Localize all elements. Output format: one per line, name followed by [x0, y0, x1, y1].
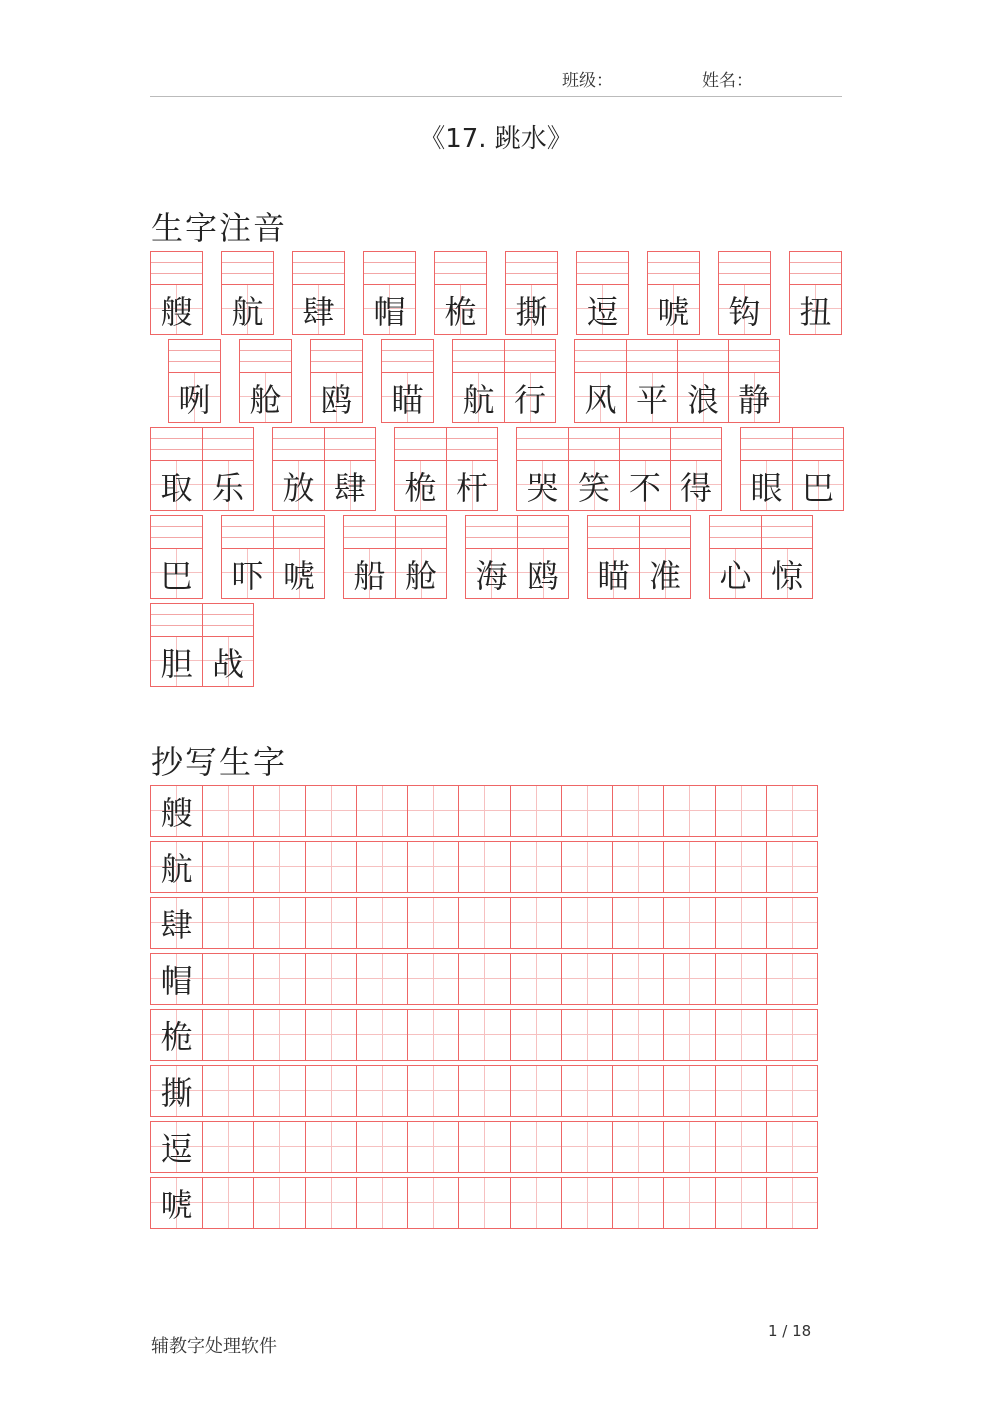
hanzi-box: 战	[203, 637, 253, 686]
copy-model-cell	[151, 1010, 202, 1060]
hanzi-box: 鸥	[311, 373, 362, 422]
zhuyin-cell	[790, 252, 841, 334]
pinyin-box[interactable]	[640, 516, 690, 549]
zhuyin-cell	[435, 252, 486, 334]
zhuyin-cell	[202, 428, 253, 510]
hanzi-box: 咧	[169, 373, 220, 422]
copy-practice-cell[interactable]	[458, 1010, 509, 1060]
pinyin-box[interactable]	[575, 340, 626, 373]
zhuyin-group	[150, 251, 203, 335]
hanzi-box: 扭	[790, 285, 841, 334]
copy-practice-cell[interactable]	[202, 842, 253, 892]
copy-practice-cell[interactable]	[510, 1010, 561, 1060]
copy-model-cell	[151, 1178, 202, 1228]
copy-practice-cell[interactable]	[458, 954, 509, 1004]
copy-practice-cell[interactable]	[612, 1122, 663, 1172]
copy-practice-cell[interactable]	[305, 786, 356, 836]
copy-practice-cell[interactable]	[407, 898, 458, 948]
copy-practice-cell[interactable]	[407, 1122, 458, 1172]
zhuyin-group	[647, 251, 700, 335]
hanzi-box: 巴	[151, 549, 202, 598]
copy-practice-cell[interactable]	[663, 954, 714, 1004]
copy-practice-cell[interactable]	[253, 1010, 304, 1060]
copy-practice-cell[interactable]	[612, 954, 663, 1004]
zhuyin-cell	[311, 340, 362, 422]
zhuyin-group	[221, 251, 274, 335]
zhuyin-cell	[453, 340, 504, 422]
copy-row	[150, 953, 818, 1005]
zhuyin-cell	[466, 516, 517, 598]
copy-practice-cell[interactable]	[253, 842, 304, 892]
zhuyin-group	[789, 251, 842, 335]
hanzi-box: 瞄	[382, 373, 433, 422]
footer-software: 辅教字处理软件	[151, 1336, 277, 1357]
copy-practice-cell[interactable]	[305, 1178, 356, 1228]
zhuyin-cell	[710, 516, 761, 598]
copy-practice-cell[interactable]	[715, 786, 766, 836]
copy-practice-cell[interactable]	[356, 954, 407, 1004]
page-number: 1 / 18	[768, 1322, 812, 1340]
copy-practice-cell[interactable]	[561, 954, 612, 1004]
zhuyin-cell	[648, 252, 699, 334]
copy-practice-cell[interactable]	[510, 1066, 561, 1116]
copy-model-cell	[151, 1122, 202, 1172]
zhuyin-cell	[151, 428, 202, 510]
copy-practice-cell[interactable]	[458, 1122, 509, 1172]
hanzi-box: 撕	[506, 285, 557, 334]
copy-practice-cell[interactable]	[202, 1066, 253, 1116]
zhuyin-cell	[222, 516, 273, 598]
copy-practice-cell[interactable]	[561, 898, 612, 948]
copy-model-char: 唬	[160, 1186, 193, 1224]
hanzi-box: 不	[620, 461, 670, 510]
copy-row	[150, 897, 818, 949]
zhuyin-group	[343, 515, 447, 599]
copy-practice-cell[interactable]	[510, 786, 561, 836]
zhuyin-cell	[273, 516, 324, 598]
zhuyin-group	[150, 515, 203, 599]
copy-practice-cell[interactable]	[715, 898, 766, 948]
copy-practice-cell[interactable]	[715, 1066, 766, 1116]
zhuyin-group	[272, 427, 376, 511]
pinyin-box[interactable]	[505, 340, 555, 373]
hanzi-box: 逗	[577, 285, 628, 334]
copy-practice-cell[interactable]	[663, 1122, 714, 1172]
zhuyin-cell	[677, 340, 728, 422]
zhuyin-cell	[395, 516, 446, 598]
copy-practice-cell[interactable]	[612, 1010, 663, 1060]
zhuyin-group	[381, 339, 434, 423]
zhuyin-group	[718, 251, 771, 335]
pinyin-box[interactable]	[435, 252, 486, 285]
copy-practice-cell[interactable]	[407, 786, 458, 836]
copy-practice-cell[interactable]	[510, 898, 561, 948]
copy-practice-cell[interactable]	[663, 786, 714, 836]
pinyin-box[interactable]	[453, 340, 504, 373]
zhuyin-group	[239, 339, 292, 423]
copy-row	[150, 785, 818, 837]
zhuyin-cell	[517, 428, 568, 510]
zhuyin-cell	[151, 516, 202, 598]
copy-practice-cell[interactable]	[305, 898, 356, 948]
pinyin-box[interactable]	[466, 516, 517, 549]
zhuyin-cell	[446, 428, 497, 510]
zhuyin-cell	[639, 516, 690, 598]
hanzi-box: 行	[505, 373, 555, 422]
hanzi-box: 巴	[793, 461, 843, 510]
hanzi-box: 舱	[240, 373, 291, 422]
hanzi-box: 笑	[569, 461, 619, 510]
copy-practice-cell[interactable]	[561, 1122, 612, 1172]
copy-practice-cell[interactable]	[253, 786, 304, 836]
hanzi-box: 瞄	[588, 549, 639, 598]
hanzi-box: 得	[671, 461, 721, 510]
zhuyin-group	[452, 339, 556, 423]
copy-practice-cell[interactable]	[458, 898, 509, 948]
hanzi-box: 艘	[151, 285, 202, 334]
copy-practice-cell[interactable]	[663, 898, 714, 948]
copy-practice-cell[interactable]	[305, 1066, 356, 1116]
copy-model-char: 艘	[160, 794, 193, 832]
pinyin-box[interactable]	[671, 428, 721, 461]
zhuyin-cell	[504, 340, 555, 422]
pinyin-box[interactable]	[311, 340, 362, 373]
copy-practice-cell[interactable]	[766, 1122, 817, 1172]
pinyin-box[interactable]	[517, 428, 568, 461]
zhuyin-group	[516, 427, 722, 511]
zhuyin-group	[574, 339, 780, 423]
hanzi-box: 哭	[517, 461, 568, 510]
copy-row	[150, 1121, 818, 1173]
pinyin-box[interactable]	[151, 604, 202, 637]
copy-practice-cell[interactable]	[407, 842, 458, 892]
copy-practice-cell[interactable]	[253, 1122, 304, 1172]
copy-practice-cell[interactable]	[561, 1178, 612, 1228]
pinyin-box[interactable]	[447, 428, 497, 461]
copy-practice-cell[interactable]	[202, 898, 253, 948]
copy-practice-cell[interactable]	[458, 786, 509, 836]
zhuyin-group	[576, 251, 629, 335]
copy-practice-cell[interactable]	[356, 898, 407, 948]
zhuyin-cell	[719, 252, 770, 334]
pinyin-box[interactable]	[506, 252, 557, 285]
copy-practice-cell[interactable]	[766, 1010, 817, 1060]
pinyin-box[interactable]	[222, 516, 273, 549]
copy-practice-cell[interactable]	[305, 1010, 356, 1060]
copy-practice-cell[interactable]	[612, 1178, 663, 1228]
copy-practice-cell[interactable]	[458, 1178, 509, 1228]
zhuyin-cell	[151, 604, 202, 686]
copy-model-cell	[151, 842, 202, 892]
hanzi-box: 唬	[274, 549, 324, 598]
zhuyin-group	[168, 339, 221, 423]
zhuyin-cell	[395, 428, 446, 510]
zhuyin-cell	[670, 428, 721, 510]
copy-practice-cell[interactable]	[766, 898, 817, 948]
zhuyin-cell	[324, 428, 375, 510]
zhuyin-group	[292, 251, 345, 335]
hanzi-box: 风	[575, 373, 626, 422]
zhuyin-cell	[273, 428, 324, 510]
class-label: 班级：	[562, 71, 613, 91]
zhuyin-group	[310, 339, 363, 423]
hanzi-box: 唬	[648, 285, 699, 334]
zhuyin-cell	[506, 252, 557, 334]
zhuyin-grid	[0, 0, 992, 700]
hanzi-box: 航	[453, 373, 504, 422]
hanzi-box: 帽	[364, 285, 415, 334]
pinyin-box[interactable]	[577, 252, 628, 285]
pinyin-box[interactable]	[790, 252, 841, 285]
zhuyin-group	[150, 427, 254, 511]
copy-practice-cell[interactable]	[766, 1066, 817, 1116]
zhuyin-group	[394, 427, 498, 511]
copy-practice-cell[interactable]	[612, 842, 663, 892]
copy-practice-cell[interactable]	[612, 786, 663, 836]
zhuyin-group	[709, 515, 813, 599]
zhuyin-cell	[293, 252, 344, 334]
hanzi-box: 船	[344, 549, 395, 598]
zhuyin-cell	[577, 252, 628, 334]
copy-practice-cell[interactable]	[202, 786, 253, 836]
pinyin-box[interactable]	[151, 428, 202, 461]
copy-practice-cell[interactable]	[202, 1122, 253, 1172]
copy-practice-cell[interactable]	[356, 786, 407, 836]
zhuyin-cell	[728, 340, 779, 422]
hanzi-box: 惊	[762, 549, 812, 598]
hanzi-box: 取	[151, 461, 202, 510]
copy-practice-cell[interactable]	[356, 1122, 407, 1172]
copy-practice-cell[interactable]	[407, 954, 458, 1004]
copy-practice-cell[interactable]	[407, 1178, 458, 1228]
copy-practice-cell[interactable]	[561, 1010, 612, 1060]
pinyin-box[interactable]	[273, 428, 324, 461]
hanzi-box: 钩	[719, 285, 770, 334]
pinyin-box[interactable]	[240, 340, 291, 373]
copy-practice-cell[interactable]	[766, 954, 817, 1004]
copy-practice-cell[interactable]	[766, 842, 817, 892]
zhuyin-group	[434, 251, 487, 335]
hanzi-box: 肆	[325, 461, 375, 510]
pinyin-box[interactable]	[169, 340, 220, 373]
zhuyin-cell	[240, 340, 291, 422]
hanzi-box: 海	[466, 549, 517, 598]
copy-practice-cell[interactable]	[305, 1122, 356, 1172]
copy-row	[150, 1009, 818, 1061]
pinyin-box[interactable]	[620, 428, 670, 461]
copy-model-cell	[151, 898, 202, 948]
pinyin-box[interactable]	[222, 252, 273, 285]
pinyin-box[interactable]	[719, 252, 770, 285]
copy-model-cell	[151, 1066, 202, 1116]
copy-practice-cell[interactable]	[766, 786, 817, 836]
hanzi-box: 心	[710, 549, 761, 598]
copy-practice-cell[interactable]	[356, 1066, 407, 1116]
copy-practice-cell[interactable]	[458, 842, 509, 892]
pinyin-box[interactable]	[274, 516, 324, 549]
zhuyin-group	[221, 515, 325, 599]
copy-practice-cell[interactable]	[561, 842, 612, 892]
copy-practice-cell[interactable]	[253, 898, 304, 948]
copy-model-char: 帽	[160, 962, 193, 1000]
copy-practice-cell[interactable]	[202, 954, 253, 1004]
pinyin-box[interactable]	[741, 428, 792, 461]
copy-practice-cell[interactable]	[663, 842, 714, 892]
hanzi-box: 杆	[447, 461, 497, 510]
hanzi-box: 准	[640, 549, 690, 598]
pinyin-box[interactable]	[729, 340, 779, 373]
copy-practice-cell[interactable]	[202, 1178, 253, 1228]
page-title: 《17. 跳水》	[419, 124, 573, 154]
hanzi-box: 吓	[222, 549, 273, 598]
copy-practice-cell[interactable]	[663, 1066, 714, 1116]
copy-practice-cell[interactable]	[715, 1010, 766, 1060]
zhuyin-group	[465, 515, 569, 599]
pinyin-box[interactable]	[203, 604, 253, 637]
copy-model-cell	[151, 954, 202, 1004]
copy-practice-cell[interactable]	[253, 1178, 304, 1228]
copy-practice-cell[interactable]	[253, 954, 304, 1004]
copy-row	[150, 1177, 818, 1229]
copy-practice-cell[interactable]	[715, 1122, 766, 1172]
copy-row	[150, 841, 818, 893]
copy-model-char: 撕	[160, 1074, 193, 1112]
copy-model-cell	[151, 786, 202, 836]
copy-practice-cell[interactable]	[510, 954, 561, 1004]
zhuyin-cell	[517, 516, 568, 598]
hanzi-box: 浪	[678, 373, 728, 422]
pinyin-box[interactable]	[151, 252, 202, 285]
zhuyin-cell	[626, 340, 677, 422]
pinyin-box[interactable]	[569, 428, 619, 461]
section-zhuyin-heading: 生字注音	[151, 209, 288, 247]
copy-model-char: 肆	[160, 906, 193, 944]
hanzi-box: 桅	[395, 461, 446, 510]
pinyin-box[interactable]	[793, 428, 843, 461]
zhuyin-cell	[568, 428, 619, 510]
copy-practice-cell[interactable]	[305, 842, 356, 892]
zhuyin-cell	[202, 604, 253, 686]
pinyin-box[interactable]	[364, 252, 415, 285]
copy-practice-cell[interactable]	[561, 1066, 612, 1116]
pinyin-box[interactable]	[396, 516, 446, 549]
pinyin-box[interactable]	[762, 516, 812, 549]
pinyin-box[interactable]	[710, 516, 761, 549]
name-label: 姓名：	[702, 71, 753, 91]
hanzi-box: 桅	[435, 285, 486, 334]
copy-practice-cell[interactable]	[612, 898, 663, 948]
pinyin-box[interactable]	[382, 340, 433, 373]
hanzi-box: 放	[273, 461, 324, 510]
copy-practice-cell[interactable]	[407, 1066, 458, 1116]
copy-practice-cell[interactable]	[510, 1178, 561, 1228]
hanzi-box: 胆	[151, 637, 202, 686]
copy-model-char: 逗	[160, 1130, 193, 1168]
hanzi-box: 舱	[396, 549, 446, 598]
zhuyin-group	[150, 603, 254, 687]
hanzi-box: 乐	[203, 461, 253, 510]
copy-practice-cell[interactable]	[510, 842, 561, 892]
pinyin-box[interactable]	[678, 340, 728, 373]
zhuyin-cell	[575, 340, 626, 422]
hanzi-box: 鸥	[518, 549, 568, 598]
copy-practice-cell[interactable]	[766, 1178, 817, 1228]
pinyin-box[interactable]	[648, 252, 699, 285]
zhuyin-group	[363, 251, 416, 335]
pinyin-box[interactable]	[325, 428, 375, 461]
zhuyin-group	[505, 251, 558, 335]
copy-model-char: 航	[160, 850, 193, 888]
hanzi-box: 肆	[293, 285, 344, 334]
zhuyin-group	[587, 515, 691, 599]
copy-practice-cell[interactable]	[715, 954, 766, 1004]
zhuyin-cell	[792, 428, 843, 510]
zhuyin-cell	[151, 252, 202, 334]
copy-practice-cell[interactable]	[356, 842, 407, 892]
pinyin-box[interactable]	[395, 428, 446, 461]
zhuyin-cell	[344, 516, 395, 598]
copy-practice-cell[interactable]	[253, 1066, 304, 1116]
pinyin-box[interactable]	[344, 516, 395, 549]
copy-practice-cell[interactable]	[458, 1066, 509, 1116]
copy-practice-cell[interactable]	[715, 1178, 766, 1228]
copy-practice-cell[interactable]	[510, 1122, 561, 1172]
copy-practice-cell[interactable]	[202, 1010, 253, 1060]
zhuyin-group	[740, 427, 844, 511]
copy-practice-cell[interactable]	[715, 842, 766, 892]
copy-practice-cell[interactable]	[305, 954, 356, 1004]
hanzi-box: 眼	[741, 461, 792, 510]
hanzi-box: 静	[729, 373, 779, 422]
copy-practice-cell[interactable]	[663, 1178, 714, 1228]
zhuyin-cell	[741, 428, 792, 510]
copy-practice-cell[interactable]	[356, 1010, 407, 1060]
hanzi-box: 航	[222, 285, 273, 334]
section-copy-heading: 抄写生字	[151, 743, 288, 781]
copy-practice-cell[interactable]	[612, 1066, 663, 1116]
copy-practice-cell[interactable]	[356, 1178, 407, 1228]
pinyin-box[interactable]	[203, 428, 253, 461]
zhuyin-cell	[382, 340, 433, 422]
pinyin-box[interactable]	[293, 252, 344, 285]
copy-practice-cell[interactable]	[561, 786, 612, 836]
hanzi-box: 平	[627, 373, 677, 422]
pinyin-box[interactable]	[627, 340, 677, 373]
pinyin-box[interactable]	[151, 516, 202, 549]
copy-model-char: 桅	[160, 1018, 193, 1056]
pinyin-box[interactable]	[588, 516, 639, 549]
copy-practice-cell[interactable]	[663, 1010, 714, 1060]
zhuyin-cell	[364, 252, 415, 334]
zhuyin-cell	[588, 516, 639, 598]
zhuyin-cell	[761, 516, 812, 598]
copy-practice-cell[interactable]	[407, 1010, 458, 1060]
zhuyin-cell	[222, 252, 273, 334]
zhuyin-cell	[169, 340, 220, 422]
pinyin-box[interactable]	[518, 516, 568, 549]
zhuyin-cell	[619, 428, 670, 510]
copy-row	[150, 1065, 818, 1117]
